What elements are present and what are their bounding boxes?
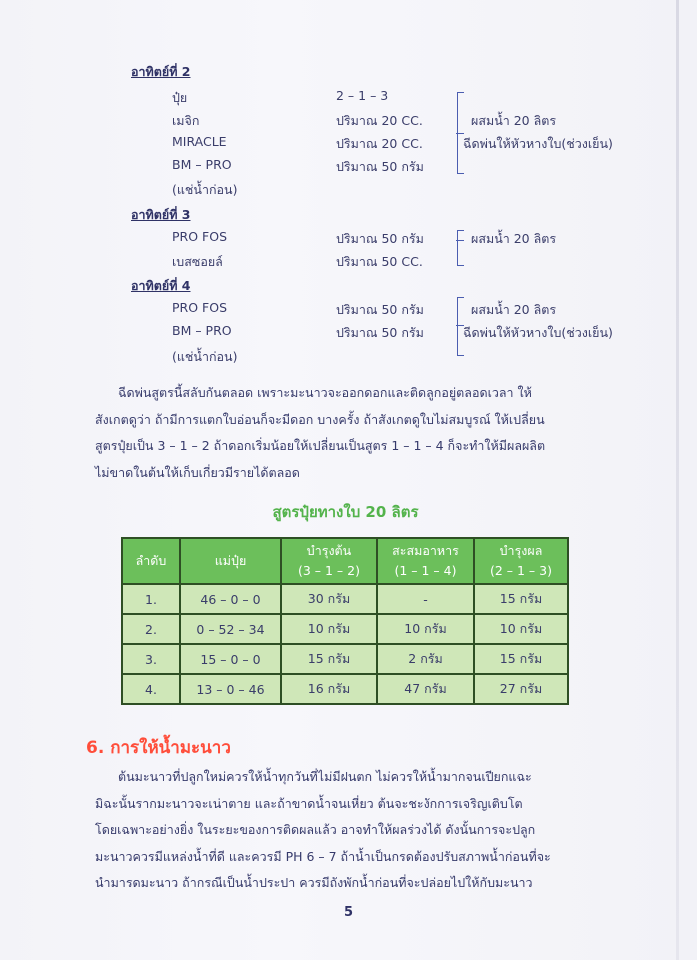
paragraph-line: โดยเฉพาะอย่างยิ่ง ในระยะของการติดผลแล้ว อาจทำให้ผลร่วงได้ ดังนั้นการจะปลูก	[95, 822, 536, 837]
week4-item-name: BM – PRO	[172, 323, 232, 338]
table-cell: 47 กรัม	[377, 674, 474, 704]
paragraph-line: มิฉะนั้นรากมะนาวจะเน่าตาย และถ้าขาดน้ำจนเหี่ยว ต้นจะชะงักการเจริญเติบโต	[95, 795, 523, 811]
table-cell: 15 กรัม	[474, 584, 568, 614]
paragraph-line: มะนาวควรมีแหล่งน้ำที่ดี และควรมี PH 6 – 7 ถ้าน้ำเป็นกรดต้องปรับสภาพน้ำก่อนที่จะ	[95, 848, 551, 864]
week4-item-name: (แช่น้ำก่อน)	[172, 349, 238, 364]
week2-item-amount: ปริมาณ 50 กรัม	[336, 159, 424, 174]
section6-paragraph	[95, 764, 615, 897]
header-cell: ลำดับ	[122, 538, 180, 584]
week2-item-name: BM – PRO	[172, 157, 232, 172]
header-label: สะสมอาหาร	[392, 543, 459, 558]
week2-bracket	[457, 92, 464, 174]
table-cell: 15 กรัม	[474, 644, 568, 674]
week2-item-name: เมจิก	[172, 113, 200, 128]
header-label: บำรุงต้น	[306, 543, 352, 558]
week2-item-name: ปุ๋ย	[172, 90, 188, 105]
week3-item-name: PRO FOS	[172, 229, 227, 244]
table-cell: 0 – 52 – 34	[180, 614, 281, 644]
table-row	[122, 674, 568, 704]
week3-note: ผสมน้ำ 20 ลิตร	[471, 231, 557, 246]
section-heading: 6. การให้น้ำมะนาว	[86, 738, 231, 758]
table-header-row	[122, 538, 568, 584]
table-cell: 13 – 0 – 46	[180, 674, 281, 704]
paragraph-line: ไม่ขาดในต้นให้เก็บเกี่ยวมีรายได้ตลอด	[95, 464, 300, 480]
page-fold-shadow	[676, 0, 679, 960]
table-cell: 15 กรัม	[281, 644, 377, 674]
week2-item-amount: ปริมาณ 20 CC.	[336, 136, 423, 151]
week2-item-amount: 2 – 1 – 3	[336, 88, 389, 103]
week2-heading: อาทิตย์ที่ 2	[131, 64, 191, 79]
header-cell: แม่ปุ๋ย	[180, 538, 281, 584]
table-cell: -	[377, 584, 474, 614]
week2-note: ฉีดพ่นให้หัวหางใบ(ช่วงเย็น)	[463, 136, 613, 151]
table-cell: 4.	[122, 674, 180, 704]
table-row	[122, 614, 568, 644]
table-cell: 2.	[122, 614, 180, 644]
week3-heading: อาทิตย์ที่ 3	[131, 207, 191, 222]
table-cell: 3.	[122, 644, 180, 674]
table-cell: 16 กรัม	[281, 674, 377, 704]
week2-item-name: (แช่น้ำก่อน)	[172, 182, 238, 197]
header-sub-label: (1 – 1 – 4)	[394, 563, 457, 578]
week2-item-amount: ปริมาณ 20 CC.	[336, 113, 423, 128]
fertilizer-table	[121, 537, 569, 705]
week3-item-name: เบสซอยล์	[172, 254, 223, 269]
table-cell: 1.	[122, 584, 180, 614]
paragraph-line: ฉีดพ่นสูตรนี้สลับกันตลอด เพราะมะนาวจะออกดอกและติดลูกอยู่ตลอดเวลา ให้	[118, 385, 532, 400]
header-sub-label: (2 – 1 – 3)	[489, 563, 552, 578]
week3-item-amount: ปริมาณ 50 กรัม	[336, 231, 424, 246]
week4-heading: อาทิตย์ที่ 4	[131, 278, 191, 293]
body-paragraph	[95, 380, 610, 486]
week2-note: ผสมน้ำ 20 ลิตร	[471, 113, 557, 128]
table-cell: 10 กรัม	[377, 614, 474, 644]
week4-note: ผสมน้ำ 20 ลิตร	[471, 302, 557, 317]
paragraph-line: นำมารดมะนาว ถ้ากรณีเป็นน้ำประปา ควรมีถังพักน้ำก่อนที่จะปล่อยไปให้กับมะนาว	[95, 875, 533, 890]
table-cell: 10 กรัม	[474, 614, 568, 644]
week4-note: ฉีดพ่นให้หัวหางใบ(ช่วงเย็น)	[463, 325, 613, 340]
table-cell: 27 กรัม	[474, 674, 568, 704]
table-cell: 2 กรัม	[377, 644, 474, 674]
week3-item-amount: ปริมาณ 50 CC.	[336, 254, 423, 269]
week3-bracket	[457, 230, 464, 266]
table-cell: 46 – 0 – 0	[180, 584, 281, 614]
paragraph-line: สังเกตดูว่า ถ้ามีการแตกใบอ่อนก็จะมีดอก บางครั้ง ถ้าสังเกตดูใบไม่สมบูรณ์ ให้เปลี่ยน	[95, 411, 545, 427]
header-cell	[474, 538, 568, 584]
table-title-text: สูตรปุ๋ยทางใบ 20 ลิตร	[272, 503, 419, 521]
week4-item-amount: ปริมาณ 50 กรัม	[336, 325, 424, 340]
page-number: 5	[343, 905, 354, 920]
table-title	[0, 500, 697, 524]
header-sub-label: (3 – 1 – 2)	[297, 563, 360, 578]
paragraph-line: สูตรปุ๋ยเป็น 3 – 1 – 2 ถ้าดอกเริ่มน้อยให้เปลี่ยนเป็นสูตร 1 – 1 – 4 ก็จะทำให้มีผลผลิต	[95, 438, 546, 453]
paragraph-line: ต้นมะนาวที่ปลูกใหม่ควรให้น้ำทุกวันที่ไม่มีฝนตก ไม่ควรให้น้ำมากจนเปียกแฉะ	[118, 769, 532, 784]
table-row	[122, 644, 568, 674]
table-cell: 15 – 0 – 0	[180, 644, 281, 674]
week4-item-name: PRO FOS	[172, 300, 227, 315]
header-cell	[281, 538, 377, 584]
week2-item-name: MIRACLE	[172, 134, 227, 149]
header-label: บำรุงผล	[499, 543, 543, 558]
table-row	[122, 584, 568, 614]
table-cell: 30 กรัม	[281, 584, 377, 614]
header-cell	[377, 538, 474, 584]
table-cell: 10 กรัม	[281, 614, 377, 644]
week4-item-amount: ปริมาณ 50 กรัม	[336, 302, 424, 317]
